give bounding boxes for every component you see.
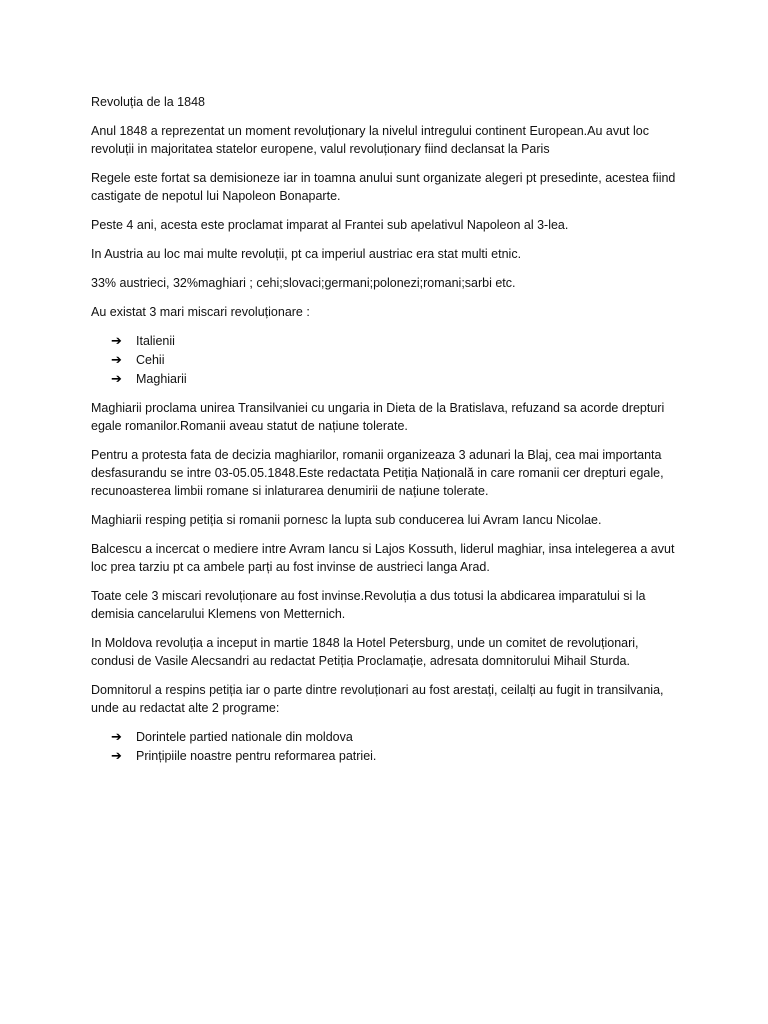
paragraph: Balcescu a incercat o mediere intre Avram Iancu si Lajos Kossuth, liderul maghiar, insa intelegerea a avut loc prea tarziu pt ca ambele parți au fost invinse de austrieci langa Arad. xyxy=(91,542,675,574)
arrow-bullet-icon: ➔ xyxy=(111,749,122,764)
list-item-label: Cehii xyxy=(136,353,165,367)
list-item xyxy=(111,370,683,389)
paragraph: In Austria au loc mai multe revoluții, pt ca imperiul austriac era stat multi etnic. xyxy=(91,247,522,261)
list-item-label: Maghiarii xyxy=(136,372,187,386)
paragraph: Domnitorul a respins petiția iar o parte dintre revoluționari au fost arestați, ceilalți au fugit in transilvania, unde au redactat alte 2 programe: xyxy=(91,683,664,715)
paragraph: 33% austrieci, 32%maghiari ; cehi;slovaci;germani;polonezi;romani;sarbi etc. xyxy=(91,276,516,290)
list-item-label: Prințipiile noastre pentru reformarea patriei. xyxy=(136,749,377,763)
list-item-label: Italienii xyxy=(136,334,175,348)
paragraph: In Moldova revoluția a inceput in martie 1848 la Hotel Petersburg, unde un comitet de revoluționari, condusi de Vasile Alecsandri au redactat Petiția Proclamație, adresata domnitorului Mihail Sturda. xyxy=(91,636,639,668)
paragraph: Maghiarii proclama unirea Transilvaniei cu ungaria in Dieta de la Bratislava, refuzand sa acorde drepturi egale romanilor.Romanii aveau statut de națiune tolerate. xyxy=(91,401,665,433)
arrow-bullet-icon: ➔ xyxy=(111,334,122,349)
paragraph: Anul 1848 a reprezentat un moment revoluționary la nivelul intregului continent European.Au avut loc revoluții in majoritatea statelor europene, valul revoluționary fiind declansat la Paris xyxy=(91,124,649,156)
arrow-bullet-icon: ➔ xyxy=(111,353,122,368)
paragraph: Pentru a protesta fata de decizia maghiarilor, romanii organizeaza 3 adunari la Blaj, cea mai importanta desfasurandu se intre 03-05.05.1848.Este redactata Petiția Națională in care romanii cer drepturi egale, recunoasterea limbii romane si inlaturarea denumirii de națiune tolerate. xyxy=(91,448,664,498)
paragraph: Maghiarii resping petiția si romanii pornesc la lupta sub conducerea lui Avram Iancu Nicolae. xyxy=(91,513,602,527)
list-item xyxy=(111,747,683,766)
bullet-list-programs xyxy=(91,728,683,766)
paragraph: Peste 4 ani, acesta este proclamat imparat al Frantei sub apelativul Napoleon al 3-lea. xyxy=(91,218,569,232)
paragraph: Au existat 3 mari miscari revoluționare : xyxy=(91,305,310,319)
arrow-bullet-icon: ➔ xyxy=(111,372,122,387)
list-item xyxy=(111,351,683,370)
document-title: Revoluția de la 1848 xyxy=(91,95,205,109)
list-item-label: Dorintele partied nationale din moldova xyxy=(136,730,353,744)
paragraph: Regele este fortat sa demisioneze iar in toamna anului sunt organizate alegeri pt presedinte, acestea fiind castigate de nepotul lui Napoleon Bonaparte. xyxy=(91,171,676,203)
document-body xyxy=(91,93,683,776)
list-item xyxy=(111,728,683,747)
list-item xyxy=(111,332,683,351)
paragraph: Toate cele 3 miscari revoluționare au fost invinse.Revoluția a dus totusi la abdicarea imparatului si la demisia cancelarului Klemens von Metternich. xyxy=(91,589,646,621)
arrow-bullet-icon: ➔ xyxy=(111,730,122,745)
bullet-list-movements xyxy=(91,332,683,389)
